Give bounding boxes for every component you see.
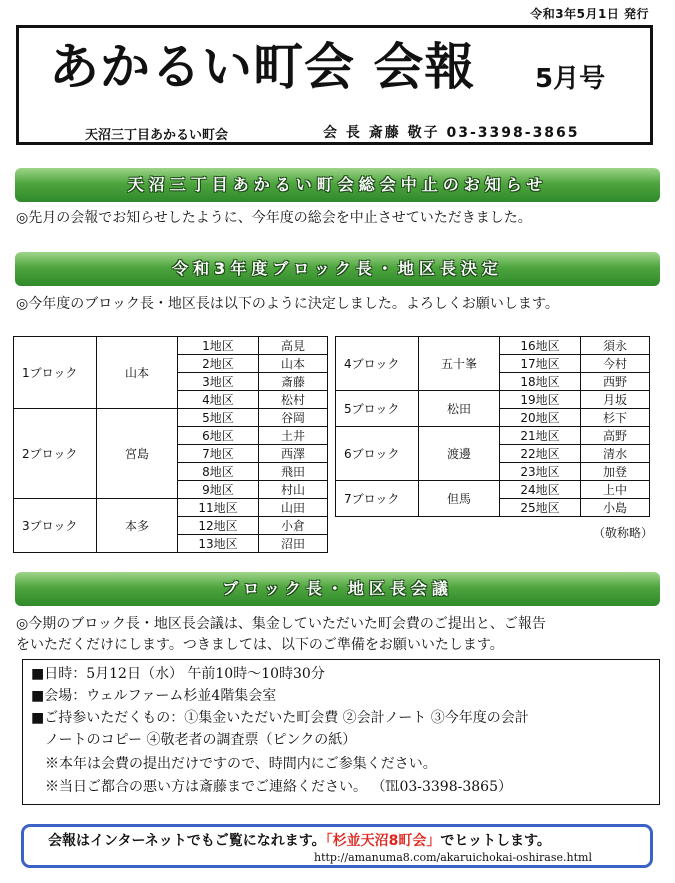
chair-contact: 会 長 斎藤 敬子 03-3398-3865 xyxy=(323,125,580,141)
district-name: 23地区 xyxy=(500,463,581,481)
district-name: 4地区 xyxy=(178,391,259,409)
meeting-note-2: ※当日ご都合の悪い方は斎藤までご連絡ください。 （℡03-3398-3865） xyxy=(31,779,512,795)
district-leader: 土井 xyxy=(259,427,328,445)
block-leader: 但馬 xyxy=(419,481,500,517)
district-name: 11地区 xyxy=(178,499,259,517)
district-leader: 加登 xyxy=(581,463,650,481)
district-name: 24地区 xyxy=(500,481,581,499)
district-name: 18地区 xyxy=(500,373,581,391)
district-name: 9地区 xyxy=(178,481,259,499)
block-leader: 本多 xyxy=(97,499,178,553)
district-leader: 今村 xyxy=(581,355,650,373)
block-leader: 山本 xyxy=(97,337,178,409)
footer-msg-highlight: 「杉並天沼8町会」 xyxy=(325,833,441,849)
table-row xyxy=(336,337,650,355)
district-name: 16地区 xyxy=(500,337,581,355)
meeting-venue: ■会場：ウェルファーム杉並4階集会室 xyxy=(31,688,277,704)
meeting-items: ■ご持参いただくもの：①集金いただいた町会費 ②会計ノート ③今年度の会計 xyxy=(31,710,529,726)
district-name: 25地区 xyxy=(500,499,581,517)
table-row xyxy=(336,391,650,409)
block-leader: 渡邊 xyxy=(419,427,500,481)
meeting-items-cont: ノートのコピー ④敬老者の調査票（ピンクの紙） xyxy=(31,732,357,748)
edition-label: 5月号 xyxy=(535,64,606,94)
district-leader: 高野 xyxy=(581,427,650,445)
district-name: 17地区 xyxy=(500,355,581,373)
block-table-left xyxy=(13,336,328,553)
footer-msg-after: でヒットします。 xyxy=(440,833,551,849)
block-name: 2ブロック xyxy=(14,409,97,499)
district-name: 2地区 xyxy=(178,355,259,373)
meeting-note-1: ※本年は会費の提出だけですので、時間内にご参集ください。 xyxy=(31,756,437,772)
section-heading-meeting: ブロック長・地区長会議 xyxy=(15,572,660,606)
section-heading-leaders: 令和3年度ブロック長・地区長決定 xyxy=(15,252,660,286)
block-name: 6ブロック xyxy=(336,427,419,481)
block-name: 7ブロック xyxy=(336,481,419,517)
district-leader: 山田 xyxy=(259,499,328,517)
district-name: 13地区 xyxy=(178,535,259,553)
district-leader: 村山 xyxy=(259,481,328,499)
district-name: 22地区 xyxy=(500,445,581,463)
table-row xyxy=(336,481,650,499)
footer-box xyxy=(21,824,653,868)
leaders-text: ◎今年度のブロック長・地区長は以下のように決定しました。よろしくお願いします。 xyxy=(16,296,559,312)
cancellation-text: ◎先月の会報でお知らせしたように、今年度の総会を中止させていただきました。 xyxy=(16,210,532,226)
district-leader: 小倉 xyxy=(259,517,328,535)
block-leader: 松田 xyxy=(419,391,500,427)
table-row xyxy=(14,337,328,355)
meeting-date: ■日時：5月12日（水） 午前10時～10時30分 xyxy=(31,666,325,682)
meeting-details-box xyxy=(22,659,660,805)
district-leader: 清水 xyxy=(581,445,650,463)
newsletter-title: あかるい町会 会報 xyxy=(49,38,476,96)
block-leader: 宮島 xyxy=(97,409,178,499)
district-leader: 須永 xyxy=(581,337,650,355)
district-leader: 上中 xyxy=(581,481,650,499)
district-name: 12地区 xyxy=(178,517,259,535)
district-leader: 斎藤 xyxy=(259,373,328,391)
block-leader: 五十峯 xyxy=(419,337,500,391)
district-leader: 沼田 xyxy=(259,535,328,553)
table-row xyxy=(14,499,328,517)
district-leader: 山本 xyxy=(259,355,328,373)
district-leader: 西野 xyxy=(581,373,650,391)
district-name: 8地区 xyxy=(178,463,259,481)
district-leader: 杉下 xyxy=(581,409,650,427)
district-leader: 月坂 xyxy=(581,391,650,409)
district-name: 7地区 xyxy=(178,445,259,463)
block-name: 4ブロック xyxy=(336,337,419,391)
table-row xyxy=(14,409,328,427)
district-name: 1地区 xyxy=(178,337,259,355)
website-url[interactable]: http://amanuma8.com/akaruichokai-oshirase.html xyxy=(314,851,592,864)
district-name: 5地区 xyxy=(178,409,259,427)
district-leader: 松村 xyxy=(259,391,328,409)
block-name: 3ブロック xyxy=(14,499,97,553)
district-name: 3地区 xyxy=(178,373,259,391)
meeting-intro-line-1: ◎今期のブロック長・地区長会議は、集金していただいた町会費のご提出と、ご報告 xyxy=(16,616,546,632)
district-name: 19地区 xyxy=(500,391,581,409)
association-name: 天沼三丁目あかるい町会 xyxy=(85,128,229,143)
district-leader: 谷岡 xyxy=(259,409,328,427)
block-name: 5ブロック xyxy=(336,391,419,427)
block-name: 1ブロック xyxy=(14,337,97,409)
district-name: 6地区 xyxy=(178,427,259,445)
district-leader: 西澤 xyxy=(259,445,328,463)
honorific-note: （敬称略） xyxy=(593,526,654,540)
district-leader: 小島 xyxy=(581,499,650,517)
district-leader: 高見 xyxy=(259,337,328,355)
issue-date: 令和3年5月1日 発行 xyxy=(530,7,649,21)
masthead xyxy=(16,25,653,145)
meeting-intro-line-2: をいただくだけにします。つきましては、以下のご準備をお願いいたします。 xyxy=(16,637,504,653)
footer-message xyxy=(48,830,551,850)
table-row xyxy=(336,427,650,445)
district-name: 21地区 xyxy=(500,427,581,445)
district-name: 20地区 xyxy=(500,409,581,427)
footer-msg-before: 会報はインターネットでもご覧になれます。 xyxy=(48,833,326,849)
block-table-right xyxy=(335,336,650,517)
district-leader: 飛田 xyxy=(259,463,328,481)
section-heading-cancellation: 天沼三丁目あかるい町会総会中止のお知らせ xyxy=(15,168,660,202)
